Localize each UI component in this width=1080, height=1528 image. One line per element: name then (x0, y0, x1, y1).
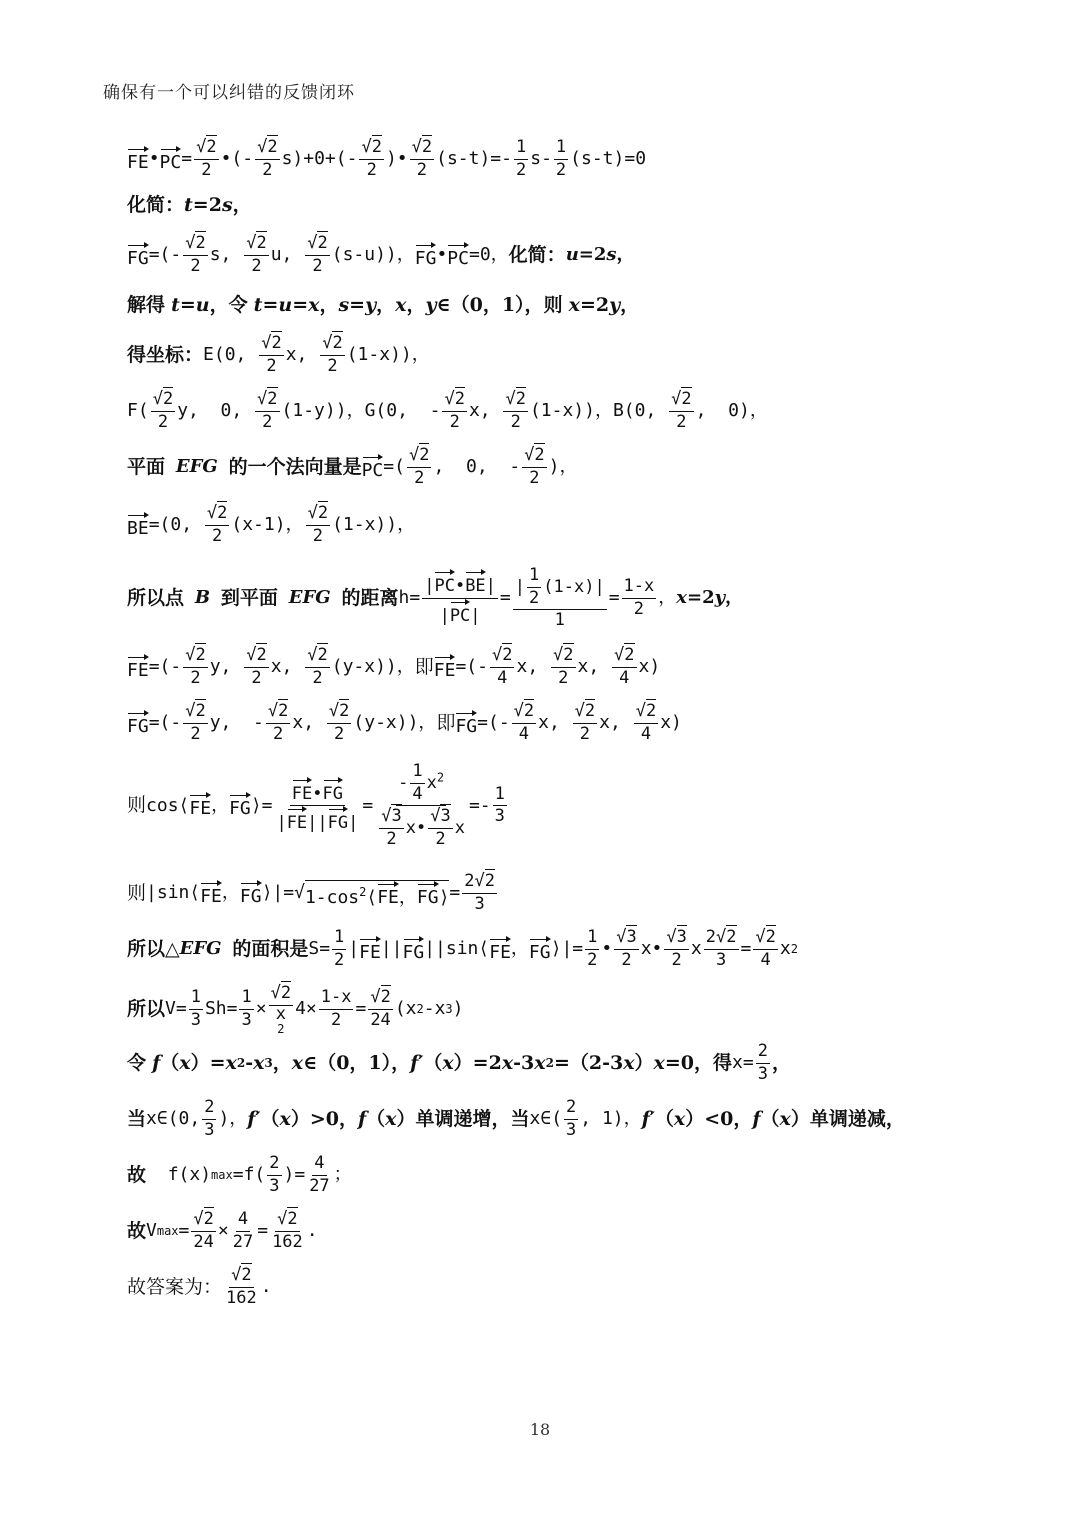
max-v-line: 故 V max = $\frac{√2}{24}$ × $\frac{4}{27}$ = $\frac{√2}{162}$ . (127, 1209, 318, 1252)
page-header: 确保有一个可以纠错的反馈闭环 (103, 83, 355, 103)
solve-line: 解得 t = u ， 令 t = u = x ， s = y ， x ， y ∈（0，1）， 则 x =2 y ， (127, 294, 640, 316)
label-namely: 即 (414, 655, 434, 678)
label-then-3: 则 (127, 881, 147, 904)
label-coords: 得坐标： (127, 343, 204, 366)
sin-line: 则 |sin⟨ FE ， FG ⟩|= √ $1-\cos^2⟨FE$，FG⟩ = $\frac{2√2}{3}$ (127, 871, 496, 914)
vector-be: BE =(0, $\frac{√2}{2}$ (x-1)， $\frac{√2}{2}$ (1-x))， (127, 503, 416, 546)
page-number: 18 (529, 1420, 551, 1439)
label-let: 令 (228, 294, 248, 316)
label-therefore-2: 故 (127, 1219, 147, 1242)
volume-line: 所以 V= $\frac{1}{3}$ Sh= $\frac{1}{3}$ × √2 x 2 4 × $\frac{1-x}{2}$ = $\frac{√2}{24}$ (x 2 -x 3 ) (127, 983, 464, 1036)
simplify-t-2s: 化简： t =2 s ， (127, 194, 252, 216)
coords-e: 得坐标： E(0, $\frac{√2}{2}$ x, $\frac{√2}{2}$ (1-x))， (127, 333, 430, 376)
label-namely-2: 即 (436, 711, 456, 734)
area-line: 所以△ EFG 的面积是 S= $\frac{1}{2}$ | FE || FG ||sin⟨ FE ， FG ⟩|= $\frac{1}{2}$ • $\frac{√3}{2}$ x• $\frac{√3}{2}$ x $\frac{2√2}{3}$ = $\frac{√2}{4}$ x 2 (127, 927, 798, 970)
label-answer: 故答案为： (127, 1275, 223, 1298)
label-therefore: 故 (127, 1163, 147, 1186)
equation-fe-dot-pc: FE • PC = $\frac{√2}{2}$ •(- $\frac{√2}{2}$ s)+0+(- $\frac{√2}{2}$ )• $\frac{√2}{2}$ (s-t)=- $\frac{1}{2}$ s- $\frac{1}{2}$ (s-t)=0 (127, 137, 647, 180)
label-solve: 解得 (127, 294, 166, 316)
answer-line: 故答案为： $\frac{√2}{162}$ . (127, 1265, 272, 1308)
label-normal: 平面 (127, 455, 166, 478)
cos-line: 则 cos⟨ FE ， FG ⟩= $\frac{FE•FG}{|FE||FG|}$ = - $\frac{1}{4}$ $x^2$ $\frac{√3}{2}$ x• $\frac{√3}{2}$ x =- $\frac{1}{3}$ (127, 761, 505, 849)
derivative-line: 令 f （ x ）= x 2 - x 3 ， x ∈（0，1）， f′ （ x ）=2 x -3 x 2 =（2-3 x ） x =0， 得 x= $\frac{2}{3}$ ， (127, 1041, 791, 1084)
label-so: 所以 (127, 997, 166, 1020)
label-then-2: 则 (127, 794, 147, 817)
label-area1: 所以△ (127, 937, 180, 960)
distance-line: 所以点 B 到平面 EFG 的距离 h= $\frac{|PC•BE|}{|PC|}$ = | $\frac{1}{2}$ (1-x)| 1 = $\frac{1-x}{2}$ ， x =2 y ， (127, 565, 744, 631)
label-dist2: 到平面 (220, 586, 278, 609)
label-when: 当 (127, 1107, 147, 1130)
label-dist3: 的距离 (341, 586, 399, 609)
label-let-2: 令 (127, 1051, 147, 1074)
monotonicity-line: 当 x∈(0, $\frac{2}{3}$ )， f′ （ x ）>0， f （ x ） 单调递增，当 x∈( $\frac{2}{3}$ , 1)， f′ （ x ）<0， f （ x ） 单调递减， (127, 1097, 905, 1140)
label-then: 则 (543, 294, 563, 316)
vector-fe: FE =(- $\frac{√2}{2}$ y, $\frac{√2}{2}$ x, $\frac{√2}{2}$ (y-x))， 即 FE =(- $\frac{√2}{4}$ x, $\frac{√2}{2}$ x, $\frac{√2}{4}$ x) (127, 645, 661, 688)
label-area2: 的面积是 (232, 937, 309, 960)
label-dist1: 所以点 (127, 586, 185, 609)
label-simplify-2: 化简： (508, 243, 566, 266)
label-get: 得 (713, 1051, 733, 1074)
max-f-line: 故 f(x) max =f( $\frac{2}{3}$ )= $\frac{4}{27}$ ； (127, 1153, 352, 1196)
label-simplify: 化简： (127, 194, 185, 216)
vector-fg: FG =(- $\frac{√2}{2}$ y, - $\frac{√2}{2}$ x, $\frac{√2}{2}$ (y-x))， 即 FG =(- $\frac{√2}{4}$ x, $\frac{√2}{2}$ x, $\frac{√2}{4}$ x) (127, 701, 682, 744)
equation-fg: FG =(- $\frac{√2}{2}$ s, $\frac{√2}{2}$ u, $\frac{√2}{2}$ (s-u))， FG • PC =0， 化简： u =2 s ， (127, 233, 635, 276)
coords-f-g-b: F( $\frac{√2}{2}$ y, 0, $\frac{√2}{2}$ (1-y))，G(0, - $\frac{√2}{2}$ x, $\frac{√2}{2}$ (1-x))，B(0, $\frac{√2}{2}$ , 0)， (127, 389, 768, 432)
label-dec: 单调递减， (809, 1107, 905, 1130)
label-normal2: 的一个法向量是 (228, 455, 362, 478)
normal-vector: 平面 EFG 的一个法向量是 PC =( $\frac{√2}{2}$ , 0, - $\frac{√2}{2}$ )， (127, 445, 578, 488)
label-inc: 单调递增，当 (415, 1107, 530, 1130)
